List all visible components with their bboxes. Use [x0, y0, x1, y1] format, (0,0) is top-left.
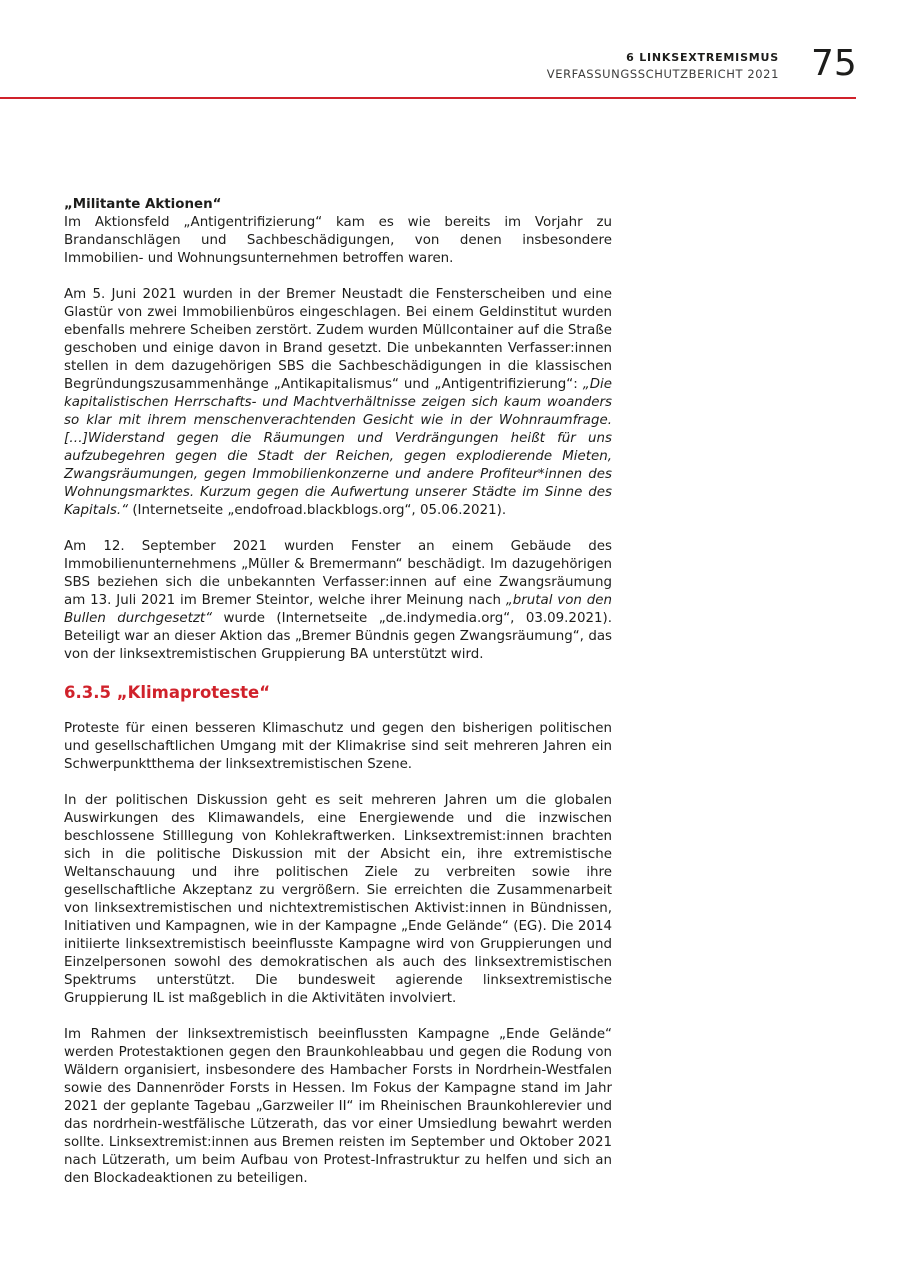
page-number: 75: [811, 43, 857, 84]
paragraph-2-text-a: Am 5. Juni 2021 wurden in der Bremer Neustadt die Fensterscheiben und eine Glastür von zwei Immobilienbüros eingeschlagen. Bei einem Geldinstitut wurden ebenfalls mehrere Scheiben zerstört. Zudem wurden Müllcontainer auf die Straße geschoben und einige davon in Brand gesetzt. Die unbekannten Verfasser:innen stellen in dem dazugehörigen SBS die Sachbeschädigungen in die klassischen Begründungszusammenhänge „Antikapitalismus“ und „Antigentrifizierung“:: [64, 287, 612, 392]
header-rule: [0, 97, 856, 99]
paragraph-2-text-b: (Internetseite „endofroad.blackblogs.org“, 05.06.2021).: [128, 503, 507, 518]
subheading-militante-aktionen: „Militante Aktionen“: [64, 197, 222, 212]
paragraph-6: Im Rahmen der linksextremistisch beeinflussten Kampagne „Ende Gelände“ werden Protestaktionen gegen den Braunkohleabbau und gegen die Rodung von Wäldern organisiert, insbesondere des Hambacher Forsts in Nordrhein-Westfalen sowie des Dannenröder Forsts in Hessen. Im Fokus der Kampagne stand im Jahr 2021 der geplante Tagebau „Garzweiler II“ im Rheinischen Braunkohlerevier und das nordrhein-westfälische Lützerath, das vor einer Umsiedlung bewahrt werden sollte. Linksextremist:innen aus Bremen reisten im September und Oktober 2021 nach Lützerath, um beim Aufbau von Protest-Infrastruktur zu helfen und sich an den Blockadeaktionen zu beteiligen.: [64, 1027, 612, 1186]
section-heading-klimaproteste: 6.3.5 „Klimaproteste“: [64, 683, 271, 702]
paragraph-3-text-a: Am 12. September 2021 wurden Fenster an einem Gebäude des Immobilienunternehmens „Müller & Bremermann“ beschädigt. Im dazugehörigen SBS beziehen sich die unbekannten Verfasser:innen auf eine Zwangsräumung am 13. Juli 2021 im Bremer Steintor, welche ihrer Meinung nach: [64, 539, 612, 608]
paragraph-2: [64, 286, 612, 520]
page-header: [0, 0, 900, 100]
paragraph-4: Proteste für einen besseren Klimaschutz und gegen den bisherigen politischen und gesellschaftlichen Umgang mit der Klimakrise sind seit mehreren Jahren ein Schwerpunktthema der linksextremistischen Szene.: [64, 721, 612, 772]
paragraph-3-quote: „brutal von den Bullen durchgesetzt“: [64, 593, 612, 626]
chapter-title: 6 LINKSEXTREMISMUS: [626, 51, 779, 64]
main-text: [64, 196, 612, 1206]
paragraph-1: Im Aktionsfeld „Antigentrifizierung“ kam es wie bereits im Vorjahr zu Brandanschlägen und Sachbeschädigungen, von denen insbesondere Immobilien- und Wohnungsunternehmen betroffen waren.: [64, 215, 612, 266]
report-title: VERFASSUNGSSCHUTZBERICHT 2021: [546, 67, 779, 81]
paragraph-5: In der politischen Diskussion geht es seit mehreren Jahren um die globalen Auswirkungen des Klimawandels, eine Energiewende und die inzwischen beschlossene Stilllegung von Kohlekraftwerken. Linksextremist:innen brachten sich in die politische Diskussion mit der Absicht ein, ihre extremistische Weltanschauung und ihre politischen Ziele zu verbreiten sowie ihre gesellschaftliche Akzeptanz zu vergrößern. Sie erreichten die Zusammenarbeit von linksextremistischen und nichtextremistischen Aktivist:innen in Bündnissen, Initiativen und Kampagnen, wie in der Kampagne „Ende Gelände“ (EG). Die 2014 initiierte linksextremistisch beeinflusste Kampagne wird von Gruppierungen und Einzelpersonen sowohl des demokratischen als auch des linksextremistischen Spektrums unterstützt. Die bundesweit agierende linksextremistische Gruppierung IL ist maßgeblich in die Aktivitäten involviert.: [64, 793, 612, 1006]
paragraph-3: [64, 538, 612, 664]
paragraph-2-quote: „Die kapitalistischen Herrschafts- und Machtverhältnisse zeigen sich kaum woanders so klar mit ihrem menschenverachtenden Gesicht wie in der Wohnraumfrage. […]Widerstand gegen die Räumungen und Verdrängungen heißt für uns aufzubegehren gegen die Stadt der Reichen, gegen explodierende Mieten, Zwangsräumungen, gegen Immobilienkonzerne und andere Profiteur*innen des Wohnungsmarktes. Kurzum gegen die Aufwertung unserer Städte im Sinne des Kapitals.“: [64, 377, 612, 518]
paragraph-3-text-b: wurde (Internetseite „de.indymedia.org“, 03.09.2021). Beteiligt war an dieser Aktion das „Bremer Bündnis gegen Zwangsräumung“, das von der linksextremistischen Gruppierung BA unterstützt wird.: [64, 611, 612, 662]
